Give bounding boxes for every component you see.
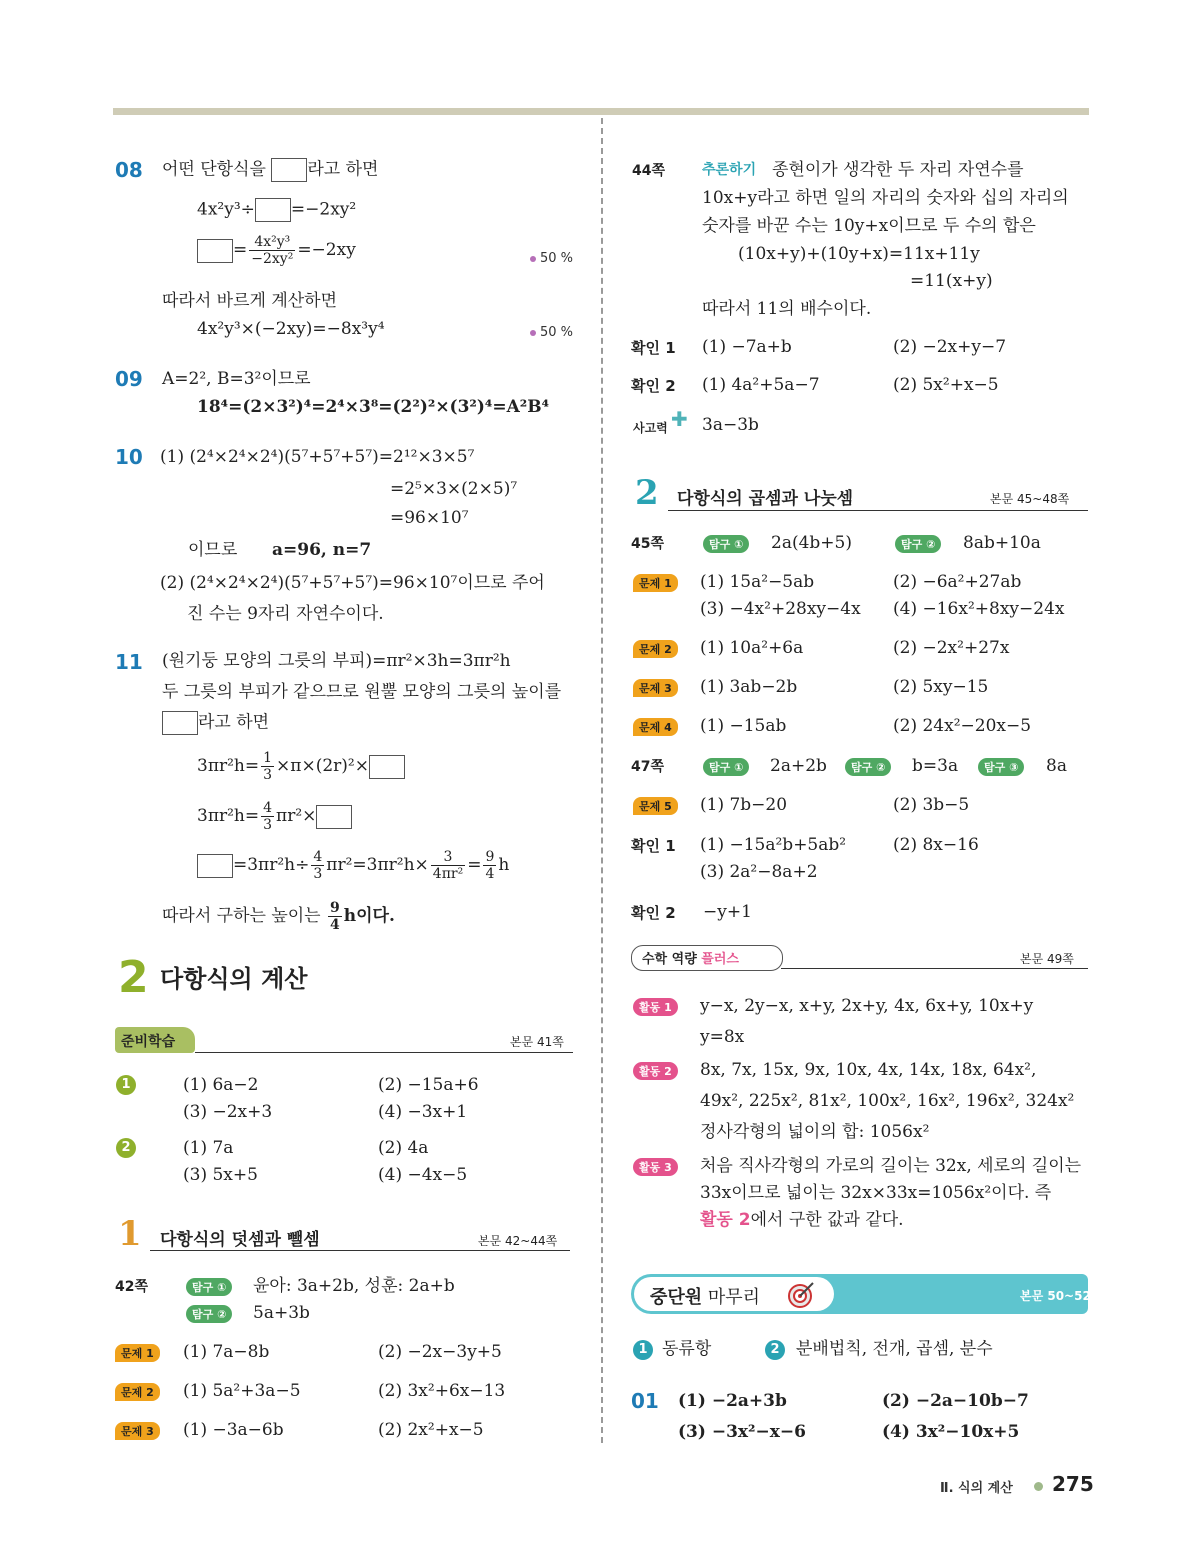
item-marker: 2	[765, 1339, 785, 1360]
check-label: 확인 1	[631, 339, 676, 357]
answer: 49x², 225x², 81x², 100x², 16x², 196x², 324x²	[700, 1091, 1075, 1111]
explore-tag: 탐구 ①	[186, 1276, 232, 1296]
blank-box	[197, 239, 233, 263]
section-rule	[150, 1250, 570, 1251]
answer: (4) −4x−5	[378, 1165, 468, 1185]
answer: 8a	[1046, 756, 1067, 776]
item-marker: 1	[633, 1339, 653, 1360]
text-line: 숫자를 바꾼 수는 10y+x이므로 두 수의 합은	[702, 216, 1036, 236]
answer: (1) 7a−8b	[183, 1342, 270, 1362]
answer: 3a−3b	[702, 415, 759, 435]
answer: (2) 5x²+x−5	[893, 375, 999, 395]
section-rule	[195, 1052, 573, 1053]
text-line: 33x이므로 넓이는 32x×33x=1056x²이다. 즉	[700, 1183, 1052, 1203]
explore-tag: 탐구 ①	[703, 756, 749, 776]
equation: (10x+y)+(10y+x)=11x+11y	[738, 244, 980, 264]
section-number: 1	[118, 1214, 142, 1254]
problem-number: 01	[631, 1389, 659, 1413]
item-marker: 2	[116, 1137, 136, 1158]
fraction: $\frac{4}{3}$	[313, 849, 323, 882]
answer: (2) 4a	[378, 1138, 429, 1158]
section-title: 다항식의 덧셈과 뺄셈	[160, 1230, 320, 1250]
section-rule	[781, 968, 1088, 969]
answer: (1) 5a²+3a−5	[183, 1381, 301, 1401]
answer: (1) −7a+b	[702, 337, 792, 357]
footer-chapter: Ⅱ. 식의 계산	[940, 1481, 1013, 1496]
blank-box	[369, 755, 405, 779]
text-line: 두 그릇의 부피가 같으므로 원뿔 모양의 그릇의 높이를	[162, 682, 562, 702]
page-reference: 본문 41쪽	[510, 1035, 564, 1049]
answer: (2) 24x²−20x−5	[893, 716, 1032, 736]
text-line: 따라서 구하는 높이는 $\frac{9}{4}$ h이다.	[162, 900, 395, 933]
target-icon	[785, 1279, 815, 1309]
text-line: 라고 하면	[162, 711, 269, 735]
top-rule	[113, 108, 1089, 115]
chapter-number: 2	[118, 952, 149, 1003]
explore-tag: 탐구 ③	[978, 756, 1024, 776]
answer: b=3a	[912, 756, 959, 776]
answer: (2) −2x+y−7	[893, 337, 1007, 357]
fraction: $\frac{\text{4x²y³}}{\text{−2xy²}}$	[251, 234, 294, 267]
problem-text: 어떤 단항식을 라고 하면	[162, 158, 378, 182]
answer: (2) −15a+6	[378, 1075, 479, 1095]
problem-tag: 문제 4	[633, 716, 678, 736]
thinking-label: 사고력	[633, 421, 668, 435]
page-reference: 본문 45~48쪽	[990, 492, 1070, 506]
answer: (2) 5xy−15	[893, 677, 989, 697]
answer: (2) −6a²+27ab	[893, 572, 1022, 592]
equation: 4x²y³÷ =−2xy²	[197, 198, 356, 222]
chapter-title: 다항식의 계산	[160, 965, 308, 993]
text-line: 이므로	[188, 540, 238, 560]
blank-box	[316, 805, 352, 829]
activity-tag: 활동 1	[633, 996, 678, 1016]
page-number: 275	[1052, 1472, 1094, 1496]
answer: 2a+2b	[770, 756, 827, 776]
answer: (4) −16x²+8xy−24x	[893, 599, 1065, 619]
answer: (4) 3x²−10x+5	[882, 1422, 1020, 1442]
answer: (3) 5x+5	[183, 1165, 258, 1185]
explore-tag: 탐구 ①	[703, 533, 749, 553]
answer: (3) −3x²−x−6	[678, 1422, 806, 1442]
check-label: 확인 1	[631, 837, 676, 855]
answer: 8ab+10a	[963, 533, 1041, 553]
explore-tag: 탐구 ②	[895, 533, 941, 553]
check-label: 확인 2	[631, 377, 676, 395]
problem-tag: 문제 3	[115, 1420, 160, 1440]
answer: (2) 2x²+x−5	[378, 1420, 484, 1440]
equation: A=2², B=3²이므로	[162, 369, 311, 389]
text-line: 따라서 11의 배수이다.	[702, 299, 872, 319]
answer: (1) −3a−6b	[183, 1420, 284, 1440]
page-reference: 본문 42~44쪽	[478, 1234, 558, 1248]
blank-box	[255, 198, 291, 222]
equation: (2) (2⁴×2⁴×2⁴)(5⁷+5⁷+5⁷)=96×10⁷이므로 주어	[160, 573, 545, 593]
page-reference: 본문 50~52쪽	[1020, 1289, 1103, 1303]
text-line: 10x+y라고 하면 일의 자리의 숫자와 십의 자리의	[702, 188, 1069, 208]
page-label: 47쪽	[631, 759, 665, 775]
answer: 8x, 7x, 15x, 9x, 10x, 4x, 14x, 18x, 64x²,	[700, 1060, 1037, 1080]
answer: (3) −2x+3	[183, 1102, 273, 1122]
answer: 분배법칙, 전개, 곱셈, 분수	[796, 1339, 993, 1359]
answer: (2) −2a−10b−7	[882, 1391, 1029, 1411]
problem-tag: 문제 2	[633, 638, 678, 658]
answer: y=8x	[700, 1027, 745, 1047]
answer: y−x, 2y−x, x+y, 2x+y, 4x, 6x+y, 10x+y	[700, 996, 1034, 1016]
fraction: $\frac{4}{3}$	[263, 800, 273, 833]
check-label: 확인 2	[631, 904, 676, 922]
review-title: 중단원 마무리	[650, 1287, 761, 1308]
answer: 2a(4b+5)	[771, 533, 852, 553]
answer: (1) −15a²b+5ab²	[700, 835, 847, 855]
answer: (2) −2x²+27x	[893, 638, 1010, 658]
problem-tag: 문제 1	[115, 1342, 160, 1362]
equation: 4x²y³×(−2xy)=−8x³y⁴	[197, 319, 385, 339]
blank-box	[197, 854, 233, 878]
problem-tag: 문제 5	[633, 795, 678, 815]
plus-title: 수학 역량 플러스	[642, 952, 739, 967]
equation: = $\frac{\text{4x²y³}}{\text{−2xy²}}$ =−2xy	[197, 234, 356, 267]
section-title: 다항식의 곱셈과 나눗셈	[677, 489, 854, 509]
answer: (1) 15a²−5ab	[700, 572, 815, 592]
answer: (4) −3x+1	[378, 1102, 468, 1122]
page-label: 45쪽	[631, 536, 665, 552]
answer: (1) 7a	[183, 1138, 234, 1158]
equation: =3πr²h÷ $\frac{4}{3}$ πr²=3πr²h× $\frac{3}{\text{4πr²}}$ = $\frac{9}{4}$ h	[197, 849, 509, 882]
answer: (1) −2a+3b	[678, 1391, 787, 1411]
answer: (1) 7b−20	[700, 795, 788, 815]
fraction: $\frac{1}{3}$	[263, 750, 273, 783]
answer: 동류항	[662, 1339, 712, 1359]
equation: =2⁵×3×(2×5)⁷	[390, 479, 518, 499]
text-line: 따라서 바르게 계산하면	[162, 291, 338, 311]
fraction: $\frac{3}{\text{4πr²}}$	[432, 849, 464, 882]
problem-tag: 문제 1	[633, 572, 678, 592]
answer: (3) −4x²+28xy−4x	[700, 599, 861, 619]
plus-icon: ✚	[671, 407, 688, 431]
answer: (2) 3b−5	[893, 795, 970, 815]
score-percent: 50 %	[530, 322, 573, 344]
answer: (2) 8x−16	[893, 835, 979, 855]
answer: (1) 6a−2	[183, 1075, 259, 1095]
answer: (2) 3x²+6x−13	[378, 1381, 506, 1401]
item-marker: 1	[116, 1074, 136, 1095]
answer: a=96, n=7	[272, 540, 372, 560]
problem-number: 11	[115, 650, 143, 674]
answer: 윤아: 3a+2b, 성훈: 2a+b	[253, 1276, 455, 1296]
activity-tag: 활동 3	[633, 1156, 678, 1176]
equation: =96×10⁷	[390, 508, 469, 528]
equation: 3πr²h= $\frac{4}{3}$ πr²×	[197, 800, 352, 833]
footer-dot	[1034, 1482, 1043, 1491]
answer: (1) −15ab	[700, 716, 787, 736]
text-line: 진 수는 9자리 자연수이다.	[187, 604, 384, 624]
answer: (3) 2a²−8a+2	[700, 862, 818, 882]
explore-tag: 탐구 ②	[186, 1303, 232, 1323]
equation: 3πr²h= $\frac{1}{3}$ ×π×(2r)²×	[197, 750, 405, 783]
page-label: 44쪽	[632, 163, 666, 179]
text-line: 처음 직사각형의 가로의 길이는 32x, 세로의 길이는	[700, 1156, 1082, 1176]
fraction: $\frac{9}{4}$	[330, 900, 340, 933]
activity-tag: 활동 2	[633, 1060, 678, 1080]
problem-number: 08	[115, 158, 143, 182]
score-percent: 50 %	[530, 248, 573, 270]
section-rule	[668, 510, 1088, 511]
problem-number: 10	[115, 445, 143, 469]
section-number: 2	[635, 473, 659, 513]
column-divider	[601, 118, 603, 1443]
section-title: 준비학습	[121, 1034, 176, 1050]
equation: (1) (2⁴×2⁴×2⁴)(5⁷+5⁷+5⁷)=2¹²×3×5⁷	[160, 447, 475, 467]
problem-tag: 문제 2	[115, 1381, 160, 1401]
answer: (1) 10a²+6a	[700, 638, 804, 658]
reasoning-tag: 추론하기	[702, 162, 757, 178]
answer: (2) −2x−3y+5	[378, 1342, 502, 1362]
blank-box	[271, 158, 307, 182]
problem-tag: 문제 3	[633, 677, 678, 697]
equation: =11(x+y)	[910, 271, 993, 291]
explore-tag: 탐구 ②	[845, 756, 891, 776]
answer: 정사각형의 넓이의 합: 1056x²	[700, 1122, 930, 1142]
answer: −y+1	[703, 902, 752, 922]
problem-number: 09	[115, 367, 143, 391]
answer: (1) 3ab−2b	[700, 677, 798, 697]
text-line: 종현이가 생각한 두 자리 자연수를	[772, 160, 1024, 180]
equation: 18⁴=(2×3²)⁴=2⁴×3⁸=(2²)²×(3²)⁴=A²B⁴	[197, 397, 550, 417]
text-line: 활동 2에서 구한 값과 같다.	[700, 1210, 904, 1230]
equation: (원기둥 모양의 그릇의 부피)=πr²×3h=3πr²h	[162, 651, 511, 671]
answer: (1) 4a²+5a−7	[702, 375, 820, 395]
page-reference: 본문 49쪽	[1020, 952, 1074, 966]
fraction: $\frac{9}{4}$	[485, 849, 495, 882]
blank-box	[162, 711, 198, 735]
page-label: 42쪽	[115, 1279, 149, 1295]
answer: 5a+3b	[253, 1303, 310, 1323]
